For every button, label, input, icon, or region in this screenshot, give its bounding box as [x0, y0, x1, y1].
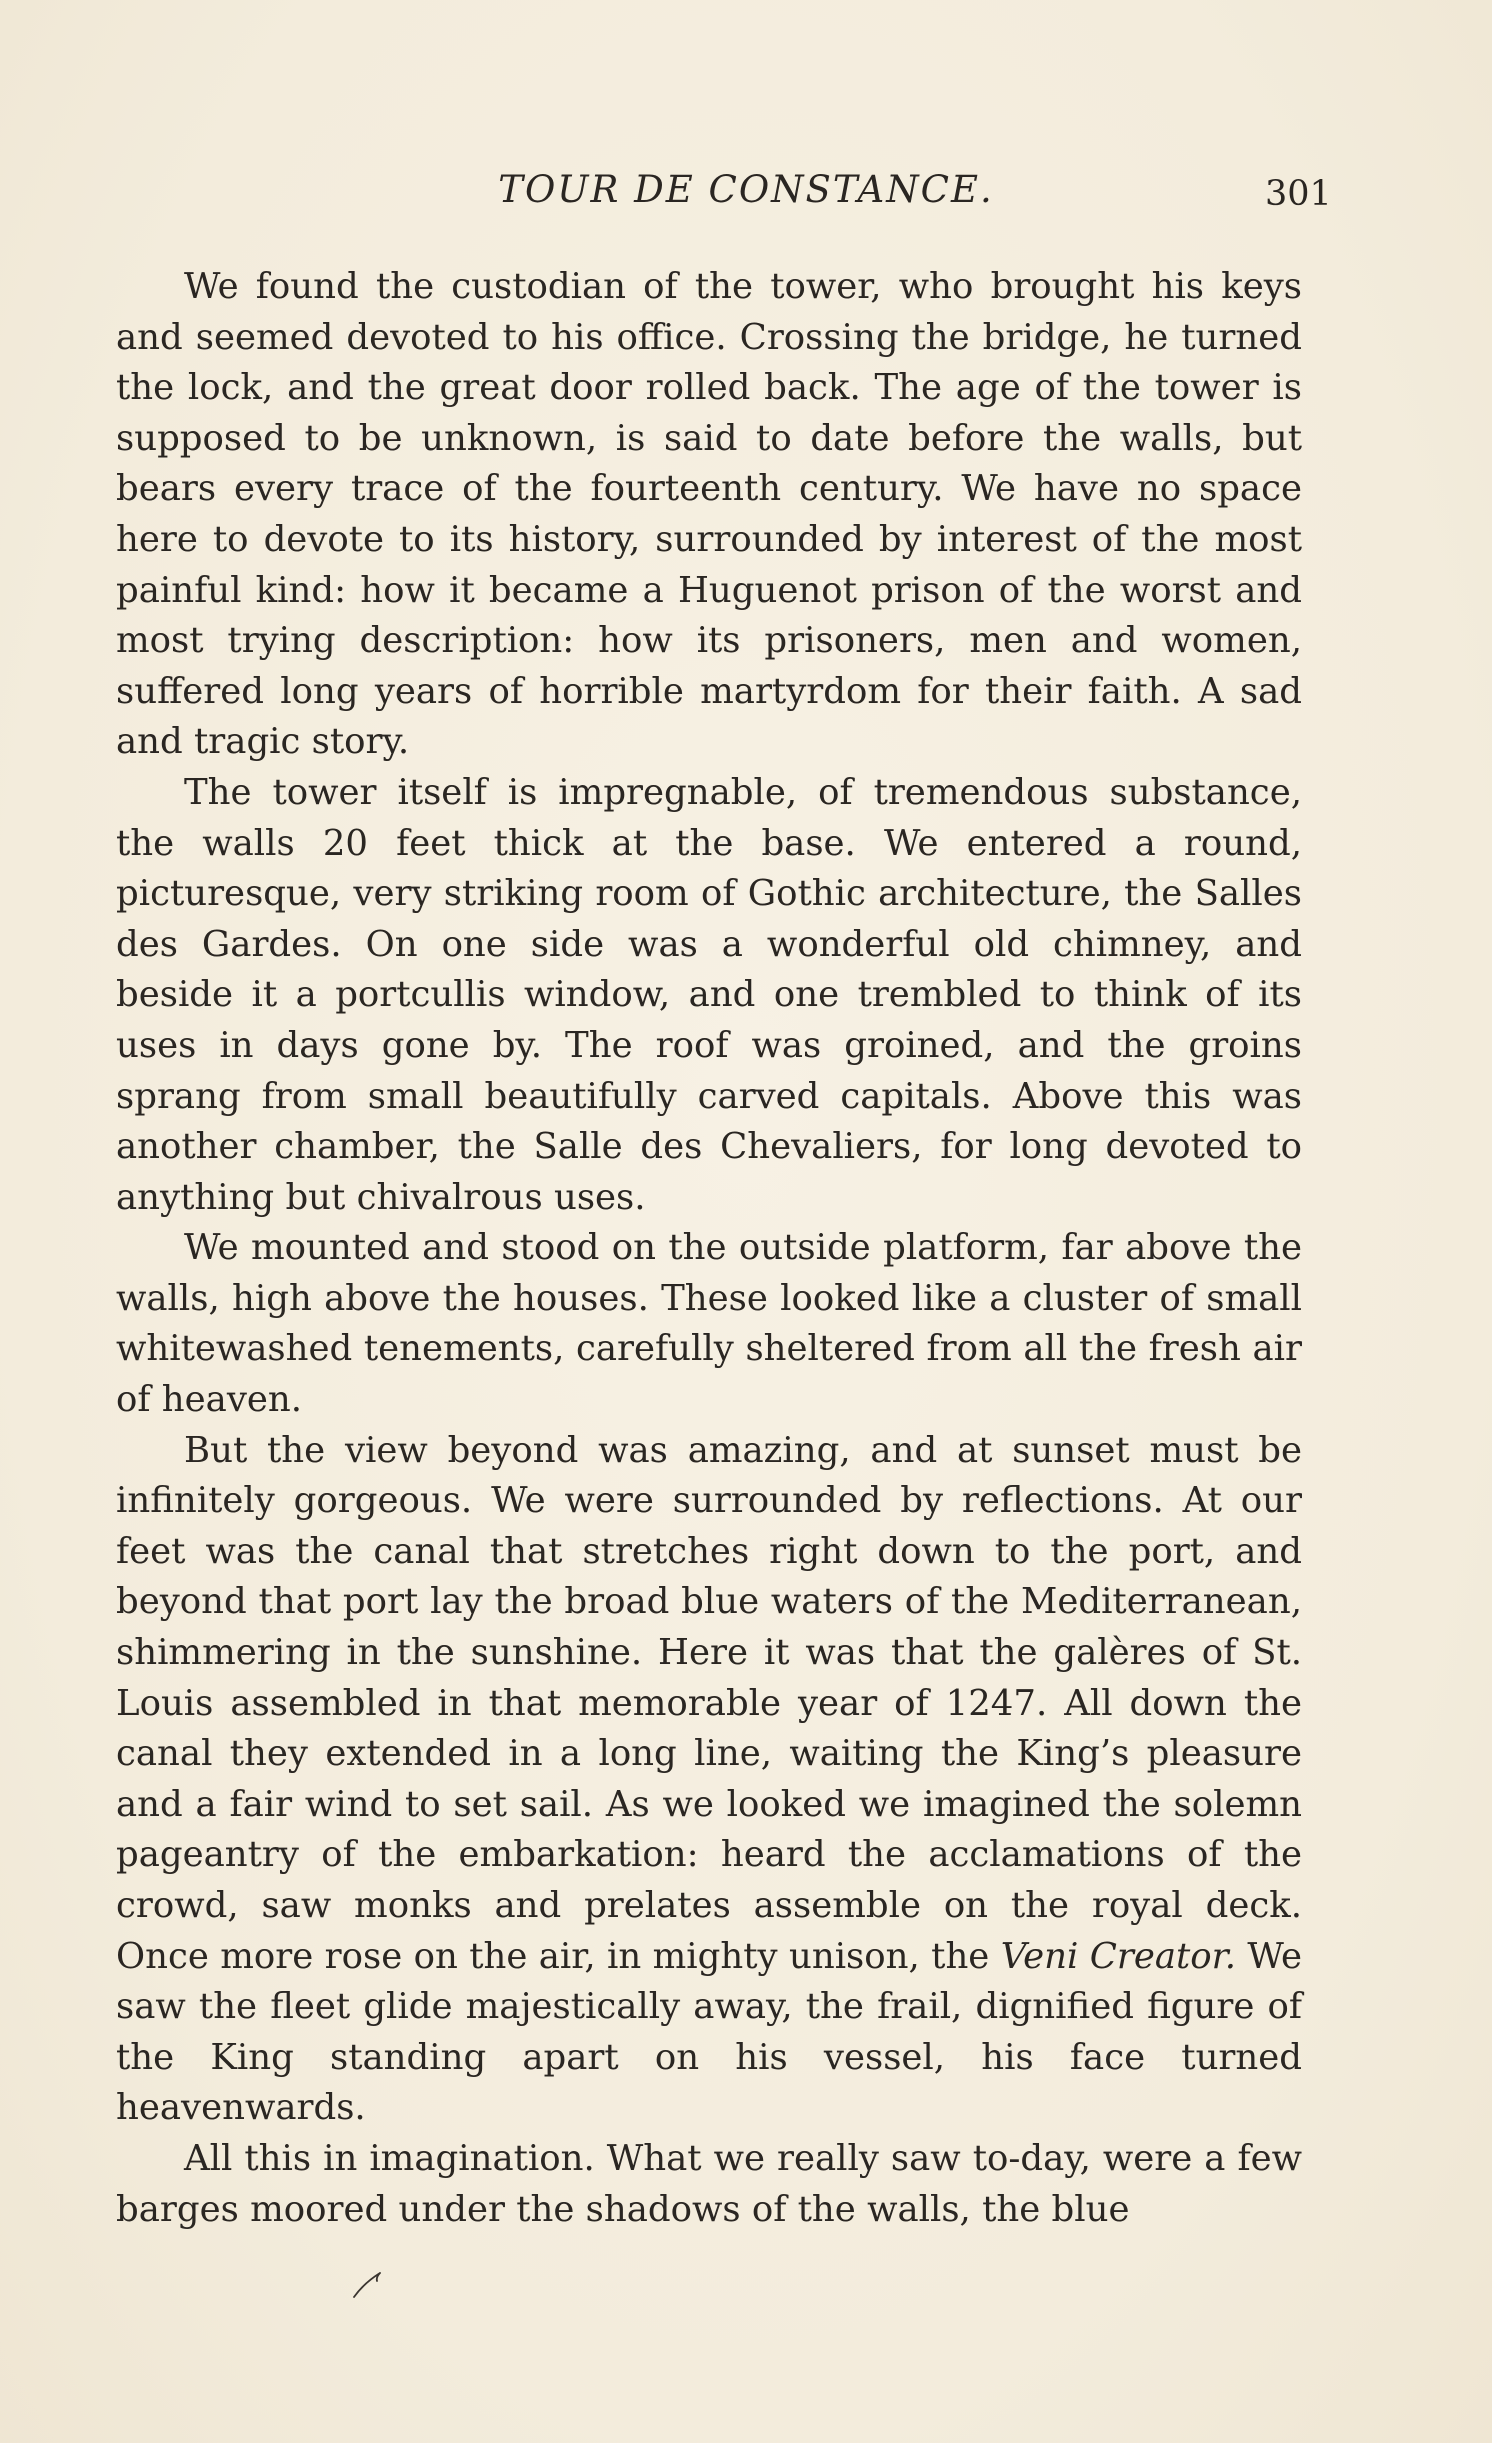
paragraph-imagination: All this in imagination. What we really saw to-day, were a few barges moored under the shadows of the walls, the blue [116, 2137, 1302, 2230]
paragraph-platform: We mounted and stood on the outside platform, far above the walls, high above the houses. These looked like a cluster of small whitewashed tenements, carefully sheltered from all the fresh air of heaven. [116, 1227, 1302, 1421]
paragraph-view-text-after: We saw the fleet glide majestically away, the frail, dignified figure of the King standing apart on his vessel, his face turned heavenwards. [116, 1935, 1302, 2129]
body-text [116, 262, 1302, 2235]
running-head [0, 168, 1492, 218]
paragraph-view [116, 1426, 1302, 2134]
paragraph-view-text-before: But the view beyond was amazing, and at sunset must be infinitely gorgeous. We were surrounded by reflections. At our feet was the canal that stretches right down to the port, and beyond that port lay the broad blue waters of the Mediterranean, shimmering in the sunshine. Here it was that the galères of St. Louis assembled in that memorable year of 1247. All down the canal they extended in a long line, waiting the King’s pleasure and a fair wind to set sail. As we looked we imagined the solemn pageantry of the embarkation: heard the acclamations of the crowd, saw monks and prelates assemble on the royal deck. Once more rose on the air, in mighty unison, the [116, 1429, 1302, 1977]
veni-creator-italic: Veni Creator. [1000, 1935, 1236, 1977]
paragraph-custodian: We found the custodian of the tower, who brought his keys and seemed devoted to his office. Crossing the bridge, he turned the lock, and the great door rolled back. The age of the tower is supposed to be unknown, is said to date before the walls, but bears every trace of the fourteenth century. We have no space here to devote to its history, surrounded by interest of the most painful kind: how it became a Huguenot prison of the worst and most trying description: how its prisoners, men and women, suffered long years of horrible martyrdom for their faith. A sad and tragic story. [116, 266, 1302, 763]
page-number: 301 [1265, 174, 1332, 214]
pencil-mark-icon [350, 2265, 390, 2305]
paragraph-tower-interior: The tower itself is impregnable, of tremendous substance, the walls 20 feet thick at the base. We entered a round, picturesque, very striking room of Gothic architecture, the Salles des Gardes. On one side was a wonderful old chimney, and beside it a portcullis window, and one trembled to think of its uses in days gone by. The roof was groined, and the groins sprang from small beautifully carved capitals. Above this was another chamber, the Salle des Chevaliers, for long devoted to anything but chivalrous uses. [116, 771, 1302, 1218]
running-title: TOUR DE CONSTANCE. [498, 168, 994, 211]
